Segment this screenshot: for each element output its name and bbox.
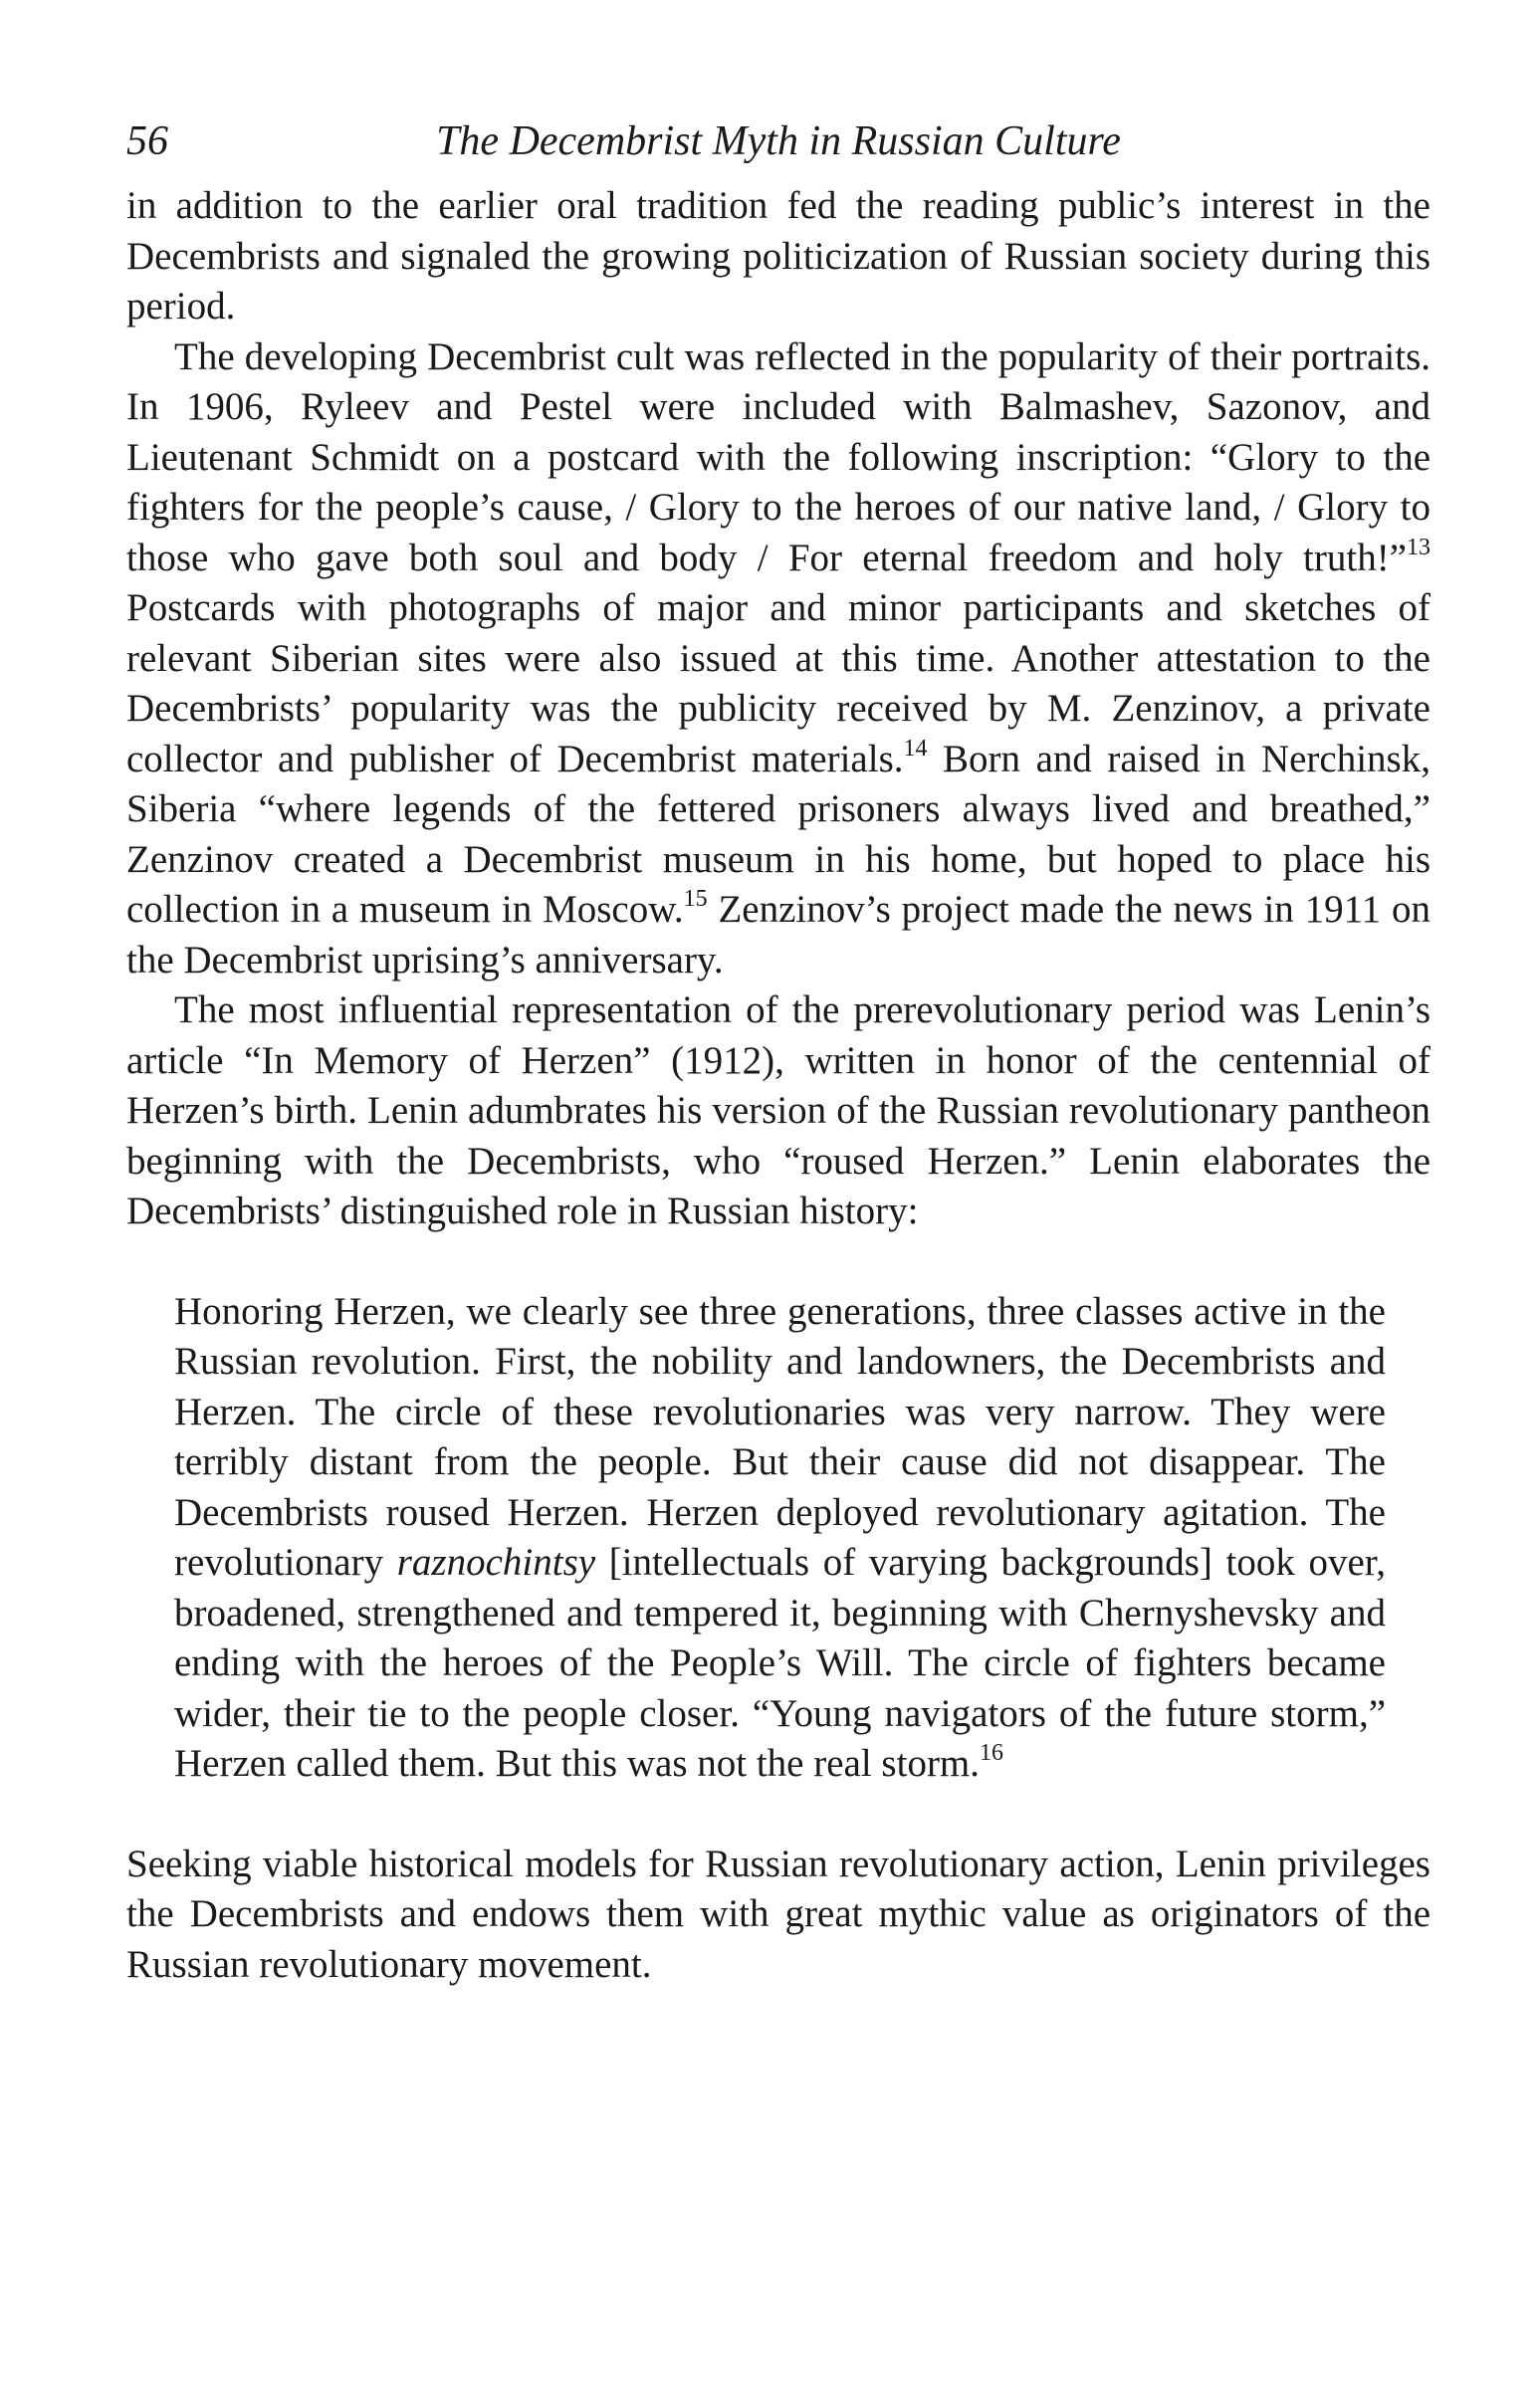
footnote-ref-13[interactable]: 13	[1407, 534, 1430, 560]
quote-segment: [intellectuals of varying backgrounds] took over, broadened, strengthened and tempered it, beginning with Chernyshevsky and ending with the heroes of the People’s Will. The circle of fighters became wider, their tie to the people closer. “Young navigators of the future storm,” Herzen called them. But this was not the real storm.	[174, 1541, 1386, 1785]
quote-italic-term: raznochintsy	[396, 1541, 596, 1584]
paragraph-portraits	[126, 332, 1430, 986]
book-page	[126, 111, 1430, 1990]
running-head	[126, 111, 1430, 171]
block-quote	[174, 1287, 1386, 1790]
footnote-ref-14[interactable]: 14	[903, 735, 928, 762]
page-number: 56	[126, 118, 168, 164]
body-text	[126, 181, 1430, 1990]
paragraph-closing: Seeking viable historical models for Russian revolutionary action, Lenin privileges the Decembrists and endows them with great mythic value as originators of the Russian revolutionary movement.	[126, 1842, 1430, 1986]
quote-segment: Honoring Herzen, we clearly see three generations, three classes active in the Russian revolution. First, the nobility and landowners, the Decembrists and Herzen. The circle of these revolutionaries was very narrow. They were terribly distant from the people. But their cause did not disappear. The Decembrists roused Herzen. Herzen deployed revolutionary agitation. The revolutionary	[174, 1289, 1386, 1584]
paragraph-segment: Zenzinov’s project made the news in 1911 on the Decembrist uprising’s anniversary.	[126, 888, 1430, 981]
paragraph-segment: Born and raised in Nerchinsk, Siberia “where legends of the fettered prisoners always lived and breathed,” Zenzinov created a Decembrist museum in his home, but hoped to place his collection in a museum in Moscow.	[126, 737, 1430, 931]
footnote-ref-15[interactable]: 15	[683, 886, 708, 912]
book-title: The Decembrist Myth in Russian Culture	[436, 118, 1121, 164]
paragraph-segment: Postcards with photographs of major and minor participants and sketches of relevant Siberian sites were also issued at this time. Another attestation to the Decembrists’ popularity was the publicity received by M. Zenzinov, a private collector and publisher of Decembrist materials.	[126, 586, 1430, 780]
paragraph-lenin: The most influential representation of the prerevolutionary period was Lenin’s article “In Memory of Herzen” (1912), written in honor of the centennial of Herzen’s birth. Lenin adumbrates his version of the Russian revolutionary pantheon beginning with the Decembrists, who “roused Herzen.” Lenin elaborates the Decembrists’ distinguished role in Russian history:	[126, 988, 1430, 1232]
paragraph-continuation: in addition to the earlier oral tradition fed the reading public’s interest in the Decembrists and signaled the growing politicization of Russian society during this period.	[126, 184, 1430, 327]
footnote-ref-16[interactable]: 16	[980, 1740, 1004, 1766]
paragraph-segment: The developing Decembrist cult was reflected in the popularity of their portraits. In 1906, Ryleev and Pestel were included with Balmashev, Sazonov, and Lieutenant Schmidt on a postcard with the following inscription: “Glory to the fighters for the people’s cause, / Glory to the heroes of our native land, / Glory to those who gave both soul and body / For eternal freedom and holy truth!”	[126, 334, 1430, 579]
